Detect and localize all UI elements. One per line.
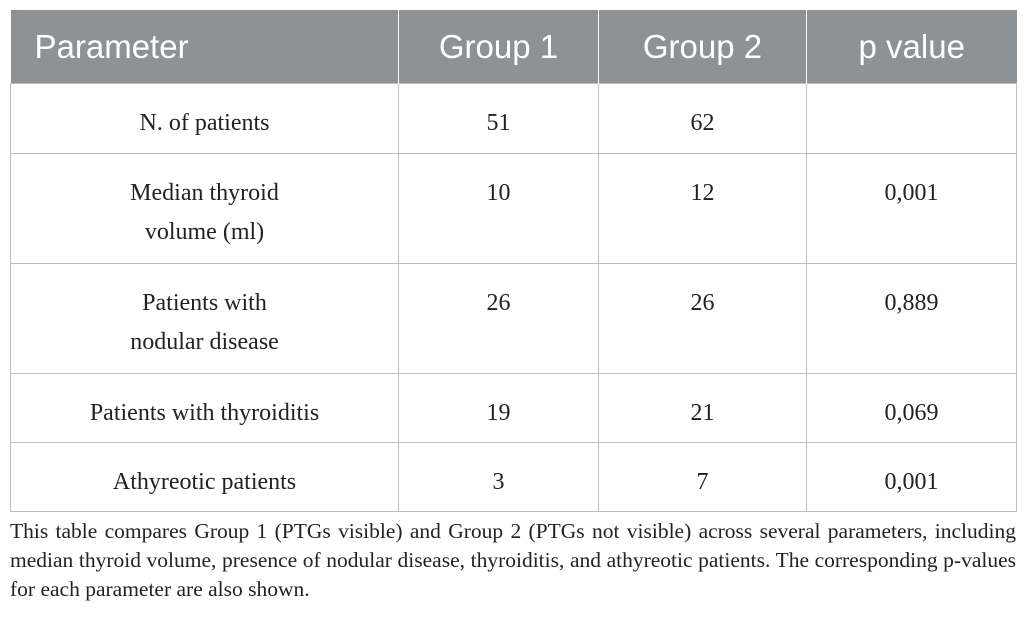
cell-parameter	[11, 264, 399, 374]
table-row	[11, 154, 1017, 264]
cell-parameter	[11, 154, 399, 264]
cell-parameter	[11, 374, 399, 443]
table-row	[11, 374, 1017, 443]
parameter-line: nodular disease	[130, 329, 279, 355]
header-p-value: p value	[807, 10, 1017, 84]
table-row	[11, 264, 1017, 374]
table-caption: This table compares Group 1 (PTGs visible) and Group 2 (PTGs not visible) across several parameters, including median thyroid volume, presence of nodular disease, thyroiditis, and athyreotic patients. The corresponding p-values for each parameter are also shown.	[10, 519, 1016, 601]
header-row	[11, 10, 1017, 84]
data-table-container	[10, 10, 1016, 512]
header-group-2: Group 2	[599, 10, 807, 84]
header-parameter: Parameter	[11, 10, 399, 84]
cell-p-value: 0,001	[807, 443, 1017, 512]
header-group-1: Group 1	[399, 10, 599, 84]
parameter-line: volume (ml)	[144, 219, 265, 245]
cell-group-2: 7	[599, 443, 807, 512]
table-row	[11, 443, 1017, 512]
cell-group-1: 10	[399, 154, 599, 264]
cell-group-2: 12	[599, 154, 807, 264]
cell-group-1: 51	[399, 84, 599, 154]
cell-group-1: 19	[399, 374, 599, 443]
parameter-line: Median thyroid	[130, 180, 279, 206]
cell-group-2: 26	[599, 264, 807, 374]
cell-group-2: 62	[599, 84, 807, 154]
cell-p-value	[807, 84, 1017, 154]
cell-p-value: 0,889	[807, 264, 1017, 374]
cell-p-value: 0,001	[807, 154, 1017, 264]
comparison-table	[10, 10, 1017, 512]
cell-p-value: 0,069	[807, 374, 1017, 443]
parameter-line: Patients with thyroiditis	[89, 400, 320, 426]
cell-parameter	[11, 84, 399, 154]
cell-parameter	[11, 443, 399, 512]
cell-group-1: 3	[399, 443, 599, 512]
parameter-line: N. of patients	[139, 110, 270, 136]
cell-group-2: 21	[599, 374, 807, 443]
cell-group-1: 26	[399, 264, 599, 374]
parameter-line: Athyreotic patients	[112, 469, 297, 495]
table-row	[11, 84, 1017, 154]
parameter-line: Patients with	[142, 290, 267, 316]
